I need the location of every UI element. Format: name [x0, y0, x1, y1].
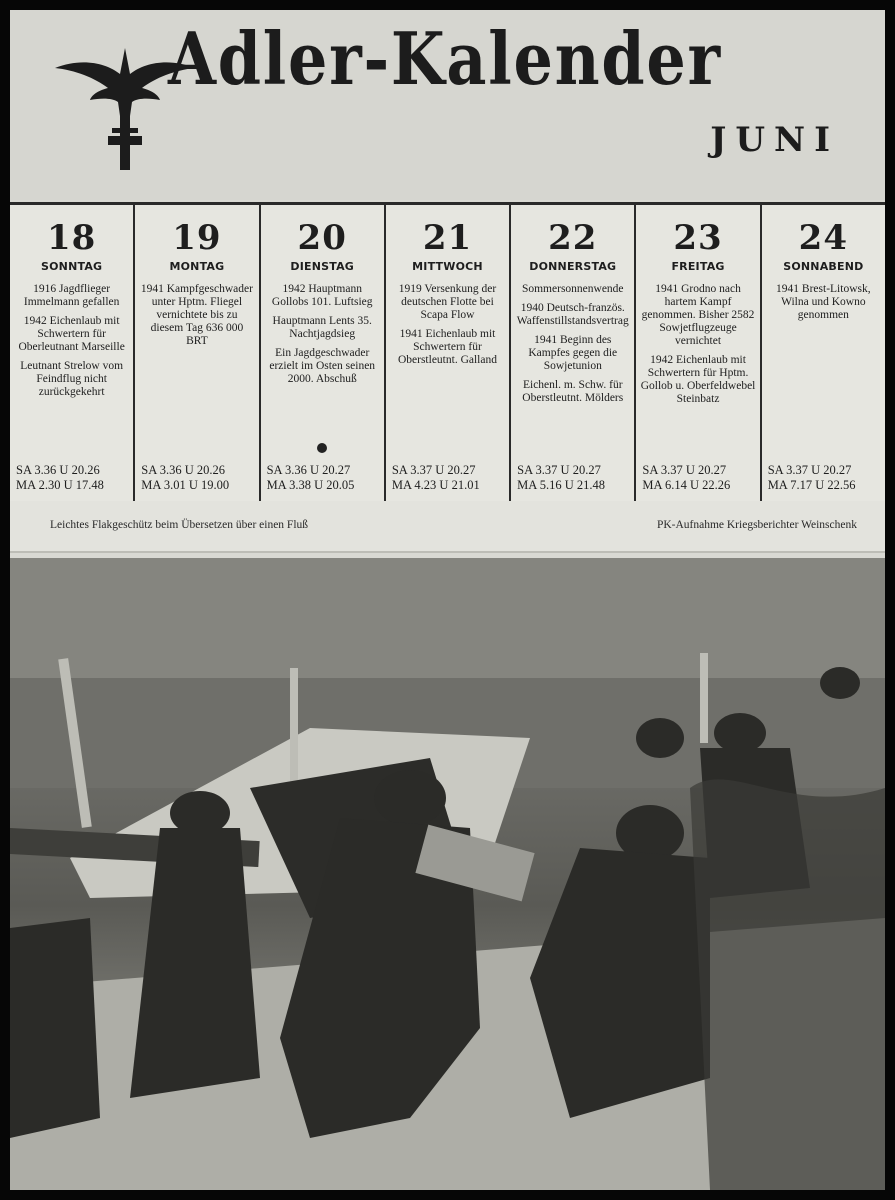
weekday-label: MITTWOCH	[412, 260, 483, 273]
event-text: 1942 Eichenlaub mit Schwertern für Hptm. Gollob u. Oberfeldwebel Steinbatz	[640, 354, 756, 405]
event-text: 1941 Beginn des Kampfes gegen die Sowjetunion	[528, 334, 618, 372]
event-text: Eichenl. m. Schw. für Oberstleutnt. Mölders	[522, 379, 624, 404]
weekday-label: DIENSTAG	[290, 260, 355, 273]
calendar-title: Adler-Kalender	[168, 16, 722, 101]
day-cell-22	[511, 205, 636, 501]
day-cell-20	[261, 205, 386, 501]
event-text: 1941 Grodno nach hartem Kampf genommen. Bisher 2582 Sowjetflugzeuge vernichtet	[641, 283, 755, 347]
sun-times: SA 3.36 U 20.27	[266, 463, 351, 477]
day-cell-18	[10, 205, 135, 501]
calendar-header	[10, 10, 885, 200]
soldier-helmet	[714, 713, 766, 753]
day-cell-23	[636, 205, 761, 501]
event-text: Leutnant Strelow vom Feindflug nicht zurückgekehrt	[20, 360, 124, 398]
sun-times: SA 3.36 U 20.26	[141, 463, 225, 477]
day-cell-21	[386, 205, 511, 501]
day-cell-19	[135, 205, 260, 501]
photo-caption-bar	[10, 501, 885, 553]
moon-times: MA 3.01 U 19.00	[141, 478, 230, 492]
moon-times: MA 7.17 U 22.56	[767, 478, 856, 492]
event-text: 1942 Hauptmann Gollobs 101. Luftsieg	[271, 283, 373, 308]
calendar-page	[10, 10, 885, 1190]
raft-post	[700, 653, 708, 743]
event-text: 1941 Brest-Litowsk, Wilna und Kowno genommen	[776, 283, 871, 321]
sun-times: SA 3.36 U 20.26	[16, 463, 100, 477]
day-number: 21	[422, 218, 473, 258]
day-number: 19	[172, 218, 222, 258]
photo-caption: Leichtes Flakgeschütz beim Übersetzen über einen Fluß	[50, 519, 309, 531]
far-riverbank	[10, 558, 885, 678]
day-number: 18	[46, 218, 97, 258]
day-number: 24	[798, 218, 848, 258]
day-number: 20	[297, 218, 347, 258]
war-photograph	[10, 558, 885, 1190]
event-text: 1941 Eichenlaub mit Schwertern für Oberstleutnt. Galland	[397, 328, 497, 366]
raft-post	[290, 668, 298, 798]
moon-times: MA 6.14 U 22.26	[642, 478, 731, 492]
moon-times: MA 4.23 U 21.01	[391, 478, 480, 492]
weekday-label: SONNTAG	[41, 260, 103, 273]
event-text: 1942 Eichenlaub mit Schwertern für Oberleutnant Marseille	[18, 315, 125, 353]
event-text: Ein Jagdgeschwader erzielt im Osten seinen 2000. Abschuß	[269, 347, 376, 385]
month-label: JUNI	[710, 120, 839, 160]
day-number: 23	[673, 218, 723, 258]
soldier-helmet	[636, 718, 684, 758]
event-text: 1916 Jagdflieger Immelmann gefallen	[23, 283, 120, 308]
sun-times: SA 3.37 U 20.27	[642, 463, 727, 477]
sun-times: SA 3.37 U 20.27	[391, 463, 476, 477]
weekday-label: DONNERSTAG	[529, 260, 617, 273]
moon-times: MA 3.38 U 20.05	[266, 478, 355, 492]
weekday-label: MONTAG	[169, 260, 225, 273]
event-text: 1919 Versenkung der deutschen Flotte bei Scapa Flow	[398, 283, 497, 321]
day-number: 22	[548, 218, 598, 258]
full-moon-icon	[317, 443, 327, 453]
week-grid	[10, 202, 885, 504]
soldier-helmet	[374, 770, 446, 826]
weekday-label: SONNABEND	[783, 260, 864, 273]
event-text: Sommersonnenwende	[521, 283, 624, 295]
soldier-helmet	[820, 667, 860, 699]
event-text: Hauptmann Lents 35. Nachtjagdsieg	[272, 315, 372, 340]
moon-times: MA 5.16 U 21.48	[517, 478, 605, 492]
weekday-label: FREITAG	[671, 260, 725, 273]
foreground-shrubs	[690, 779, 885, 1190]
sun-times: SA 3.37 U 20.27	[517, 463, 601, 477]
day-cell-24	[762, 205, 885, 501]
photo-credit: PK-Aufnahme Kriegsberichter Weinschenk	[656, 519, 857, 531]
moon-times: MA 2.30 U 17.48	[16, 478, 104, 492]
sun-times: SA 3.37 U 20.27	[767, 463, 852, 477]
event-text: 1941 Kampfgeschwader unter Hptm. Fliegel vernichtete bis zu diesem Tag 636 000 BRT	[140, 283, 253, 347]
soldier-figure	[10, 918, 100, 1138]
event-text: 1940 Deutsch-französ. Waffenstillstandsvertrag	[516, 302, 629, 327]
photo-illustration	[10, 558, 885, 1190]
